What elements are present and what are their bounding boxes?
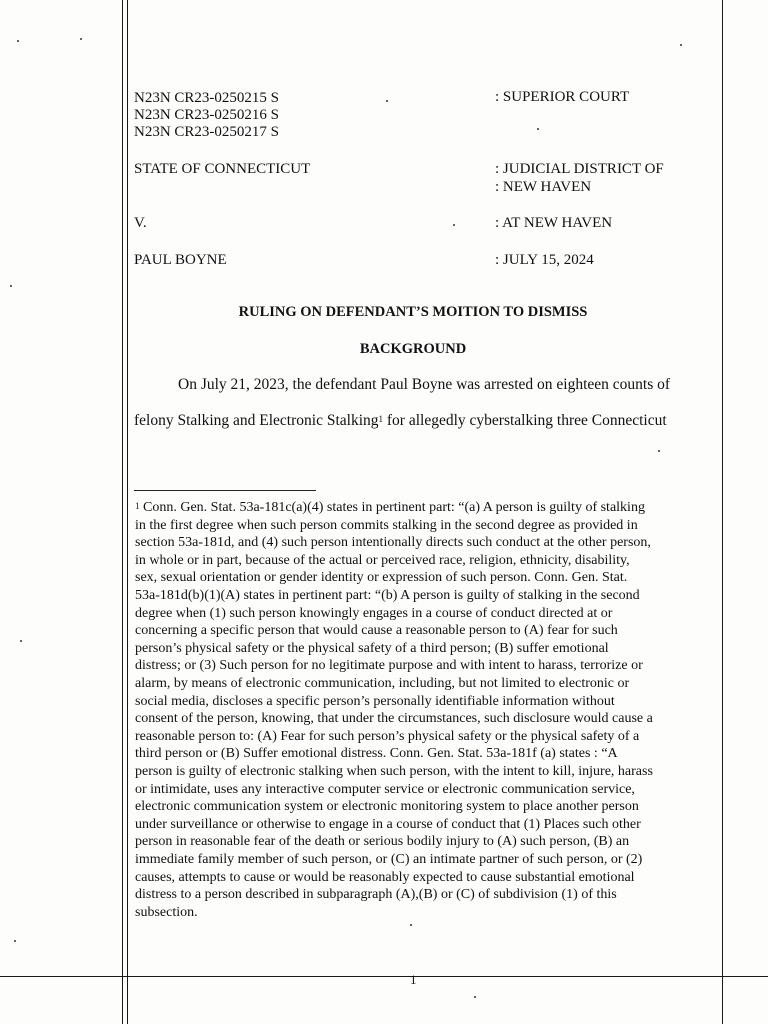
right-margin-rule <box>722 0 723 1024</box>
left-margin-rule-inner <box>127 0 128 1024</box>
scan-speck <box>537 128 539 130</box>
scan-speck <box>453 224 455 226</box>
footnote-line: 53a-181d(b)(1)(A) states in pertinent part: “(b) A person is guilty of stalking in the second <box>135 588 640 603</box>
footnote-reference: 1 <box>378 414 384 424</box>
page-number: 1 <box>410 972 417 987</box>
judicial-district-line2: : NEW HAVEN <box>495 179 592 195</box>
ruling-date: : JULY 15, 2024 <box>495 252 594 268</box>
footnote-line: immediate family member of such person, or (C) an intimate partner of such person, or (2) <box>135 852 643 867</box>
scan-speck <box>680 44 682 46</box>
defendant-name: PAUL BOYNE <box>134 252 227 268</box>
scan-speck <box>658 450 660 452</box>
court-name: : SUPERIOR COURT <box>495 89 630 105</box>
footnote-line: consent of the person, knowing, that under the circumstances, such disclosure would cause a <box>135 711 653 727</box>
body-line-2 <box>134 412 667 430</box>
scan-speck <box>474 996 476 998</box>
footnote-line: section 53a-181d, and (4) such person intentionally directs such conduct at the other person, <box>135 535 651 551</box>
footnote-line: distress; or (3) Such person for no legitimate purpose and with intent to harass, terrorize or <box>135 658 643 674</box>
footnote-line <box>135 500 645 516</box>
footnote-line: subsection. <box>135 904 198 920</box>
footnote-marker: 1 <box>135 501 140 511</box>
section-heading: BACKGROUND <box>359 341 467 357</box>
footnote-line: distress to a person described in subparagraph (A),(B) or (C) of subdivision (1) of this <box>135 887 617 903</box>
scan-speck <box>20 640 22 642</box>
document-title: RULING ON DEFENDANT’S MOITION TO DISMISS <box>238 304 588 320</box>
body-line-2-after: for allegedly cyberstalking three Connecticut <box>383 412 667 429</box>
footnote-line: sex, sexual orientation or gender identity or expression of such person. Conn. Gen. Stat. <box>135 570 628 586</box>
footnote-line: third person or (B) Suffer emotional distress. Conn. Gen. Stat. 53a-181f (a) states : “A <box>135 746 618 762</box>
party-state: STATE OF CONNECTICUT <box>134 161 311 177</box>
footnote-line: reasonable person to: (A) Fear for such person’s physical safety or the physical safety of a <box>135 728 640 744</box>
footnote-line: or intimidate, uses any interactive computer service or electronic communication service, <box>135 781 635 797</box>
footnote-line: person in reasonable fear of the death or serious bodily injury to (A) such person, (B) an <box>135 834 630 850</box>
footnote-line: causes, attempts to cause or would be reasonably expected to cause substantial emotional <box>135 869 635 885</box>
footnote-line: person’s physical safety or the physical safety of a third person; (B) suffer emotional <box>135 640 609 656</box>
footnote-line: electronic communication system or electronic monitoring system to place another person <box>135 799 639 815</box>
footnote-separator <box>134 490 316 491</box>
footnote-line-text: Conn. Gen. Stat. 53a-181c(a)(4) states in pertinent part: “(a) A person is guilty of stalking <box>139 500 645 515</box>
body-line-2-before: felony Stalking and Electronic Stalking <box>134 412 379 429</box>
footnote-line: person is guilty of electronic stalking when such person, with the intent to kill, injure, harass <box>135 764 653 779</box>
docket-number-2: N23N CR23-0250216 S <box>134 107 280 123</box>
docket-number-3: N23N CR23-0250217 S <box>134 124 280 140</box>
footnote-line: degree when (1) such person knowingly engages in a course of conduct directed at or <box>135 605 613 621</box>
scan-speck <box>410 924 412 926</box>
scan-speck <box>14 940 16 942</box>
footnote-line: alarm, by means of electronic communication, including, but not limited to electronic or <box>135 676 630 691</box>
footnote-line: in whole or in part, because of the actual or perceived race, religion, ethnicity, disability, <box>135 552 630 568</box>
versus: V. <box>134 215 147 231</box>
body-line-1: On July 21, 2023, the defendant Paul Boyne was arrested on eighteen counts of <box>178 376 671 393</box>
scan-speck <box>386 100 388 102</box>
scan-speck <box>10 285 12 287</box>
judicial-district-line1: : JUDICIAL DISTRICT OF <box>495 161 664 177</box>
left-margin-rule <box>122 0 123 1024</box>
docket-number-1: N23N CR23-0250215 S <box>134 90 280 106</box>
scan-speck <box>80 38 82 40</box>
footnote-line: in the first degree when such person commits stalking in the second degree as provided in <box>135 517 638 533</box>
court-location: : AT NEW HAVEN <box>495 215 613 231</box>
scan-speck <box>17 40 19 42</box>
footnote-line: under surveillance or otherwise to engage in a course of conduct that (1) Places such other <box>135 816 641 832</box>
footnote-line: concerning a specific person that would cause a reasonable person to (A) fear for such <box>135 623 618 639</box>
bottom-rule <box>0 976 768 977</box>
footnote-line: social media, discloses a specific person’s personally identifiable information without <box>135 693 615 709</box>
